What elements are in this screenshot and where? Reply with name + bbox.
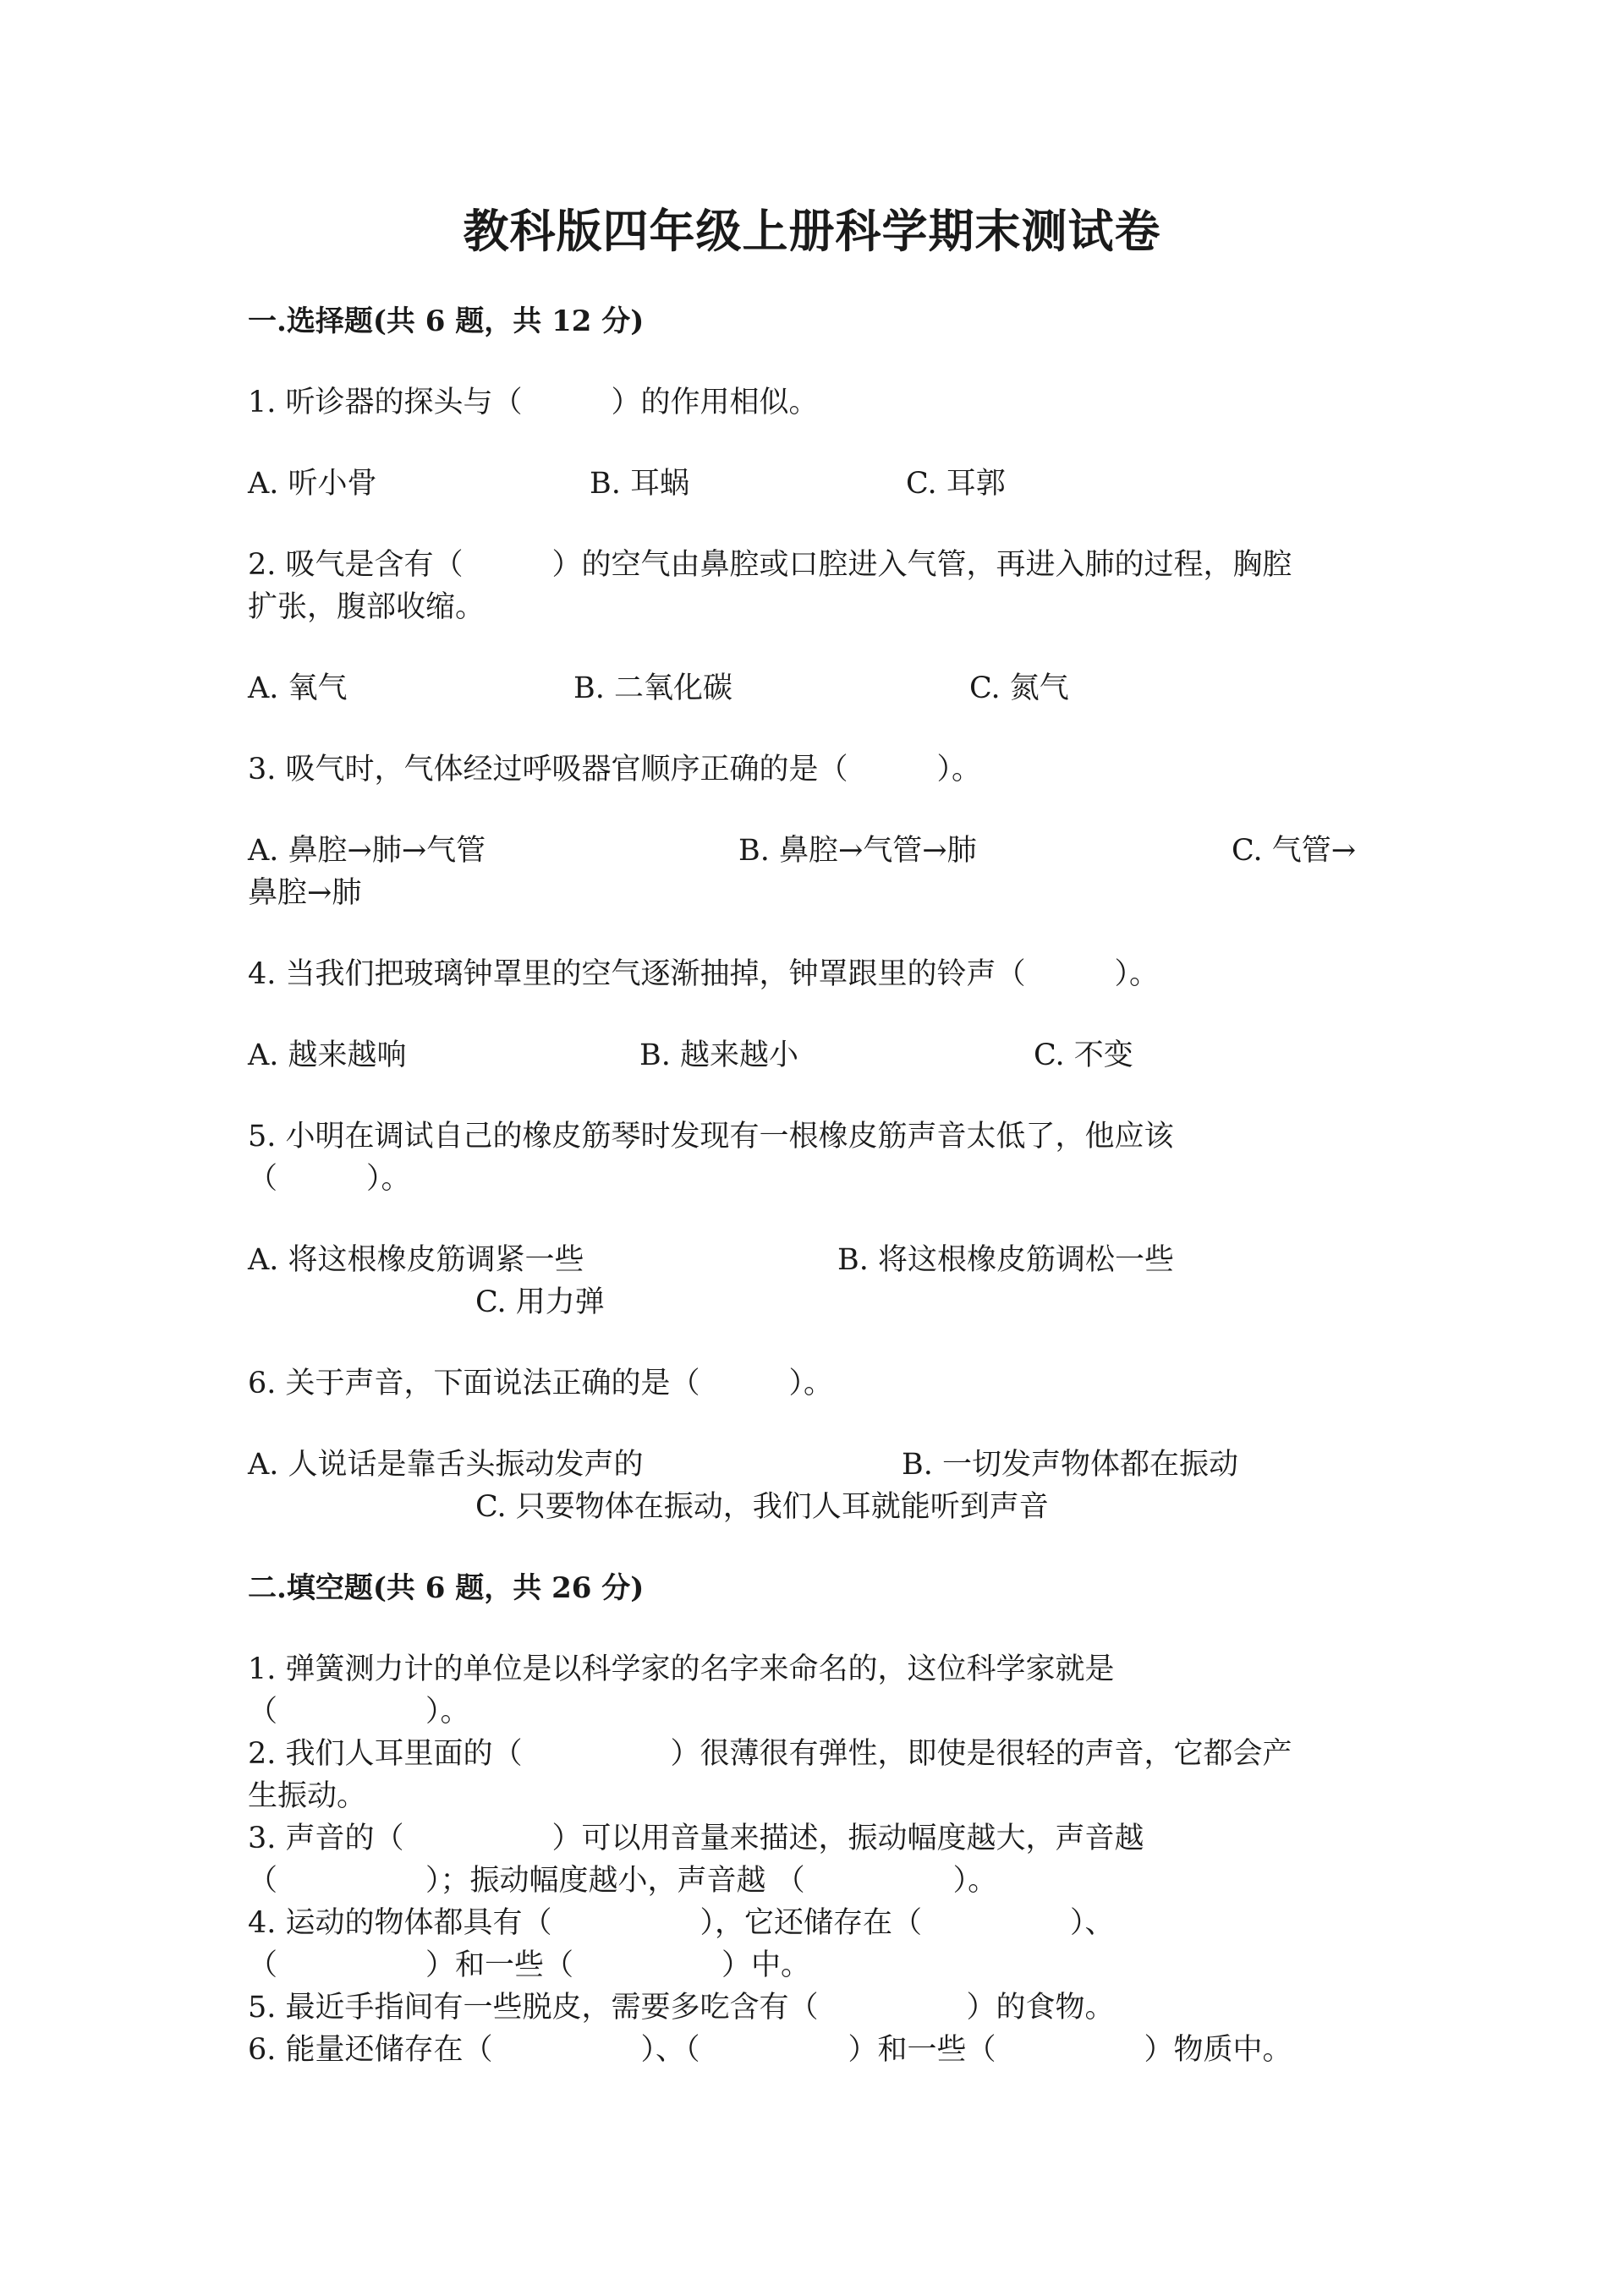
fill-in-line-7: 4. 运动的物体都具有（ ），它还储存在（ ）、 — [248, 1906, 1115, 1940]
fill-in-line-1: 1. 弹簧测力计的单位是以科学家的名字来命名的，这位科学家就是 — [248, 1652, 1115, 1686]
question-3-text: 3. 吸气时，气体经过呼吸器官顺序正确的是（ ）。 — [248, 753, 982, 786]
question-1-text: 1. 听诊器的探头与（ ）的作用相似。 — [248, 386, 819, 419]
fill-in-line-4: 生振动。 — [248, 1779, 367, 1813]
question-6-option-a: A. 人说话是靠舌头振动发声的 — [248, 1448, 644, 1482]
question-4-option-b: B. 越来越小 — [639, 1038, 798, 1072]
question-1-option-b: B. 耳蜗 — [590, 467, 689, 501]
fill-in-line-10: 6. 能量还储存在（ ）、（ ）和一些（ ）物质中。 — [248, 2033, 1292, 2067]
question-3-option-c-continued: 鼻腔→肺 — [248, 876, 362, 910]
question-5-text-line-1: 5. 小明在调试自己的橡皮筋琴时发现有一根橡皮筋声音太低了，他应该 — [248, 1120, 1174, 1153]
question-5-option-c: C. 用力弹 — [475, 1285, 605, 1319]
question-2-option-a: A. 氧气 — [248, 671, 348, 705]
section-heading-fill-in: 二.填空题(共 6 题，共 26 分) — [248, 1571, 645, 1605]
fill-in-line-6: （ ）；振动幅度越小，声音越 （ ）。 — [248, 1864, 998, 1898]
fill-in-line-8: （ ）和一些（ ）中。 — [248, 1948, 811, 1982]
question-2-option-c: C. 氮气 — [969, 671, 1069, 705]
page-title: 教科版四年级上册科学期末测试卷 — [463, 204, 1161, 258]
question-2-text-line-1: 2. 吸气是含有（ ）的空气由鼻腔或口腔进入气管，再进入肺的过程，胸腔 — [248, 548, 1292, 582]
section-heading-choice: 一.选择题(共 6 题，共 12 分) — [248, 304, 645, 338]
question-3-option-c: C. 气管→ — [1232, 834, 1357, 868]
question-1-option-c: C. 耳郭 — [906, 467, 1006, 501]
question-6-text: 6. 关于声音，下面说法正确的是（ ）。 — [248, 1367, 834, 1400]
fill-in-line-3: 2. 我们人耳里面的（ ）很薄很有弹性，即使是很轻的声音，它都会产 — [248, 1737, 1292, 1771]
question-5-option-a: A. 将这根橡皮筋调紧一些 — [248, 1243, 584, 1277]
question-3-option-a: A. 鼻腔→肺→气管 — [248, 834, 486, 868]
question-3-option-b: B. 鼻腔→气管→肺 — [738, 834, 977, 868]
question-6-option-c: C. 只要物体在振动，我们人耳就能听到声音 — [475, 1490, 1049, 1524]
fill-in-line-9: 5. 最近手指间有一些脱皮，需要多吃含有（ ）的食物。 — [248, 1991, 1115, 2025]
question-5-text-line-2: （ ）。 — [248, 1162, 411, 1196]
question-1-option-a: A. 听小骨 — [248, 467, 377, 501]
question-2-text-line-2: 扩张，腹部收缩。 — [248, 590, 486, 624]
question-2-option-b: B. 二氧化碳 — [573, 671, 732, 705]
question-6-option-b: B. 一切发声物体都在振动 — [902, 1448, 1238, 1482]
fill-in-line-2: （ ）。 — [248, 1695, 470, 1729]
question-4-text: 4. 当我们把玻璃钟罩里的空气逐渐抽掉，钟罩跟里的铃声（ ）。 — [248, 957, 1160, 991]
question-4-option-c: C. 不变 — [1034, 1038, 1133, 1072]
question-5-option-b: B. 将这根橡皮筋调松一些 — [837, 1243, 1174, 1277]
question-4-option-a: A. 越来越响 — [248, 1038, 407, 1072]
fill-in-line-5: 3. 声音的（ ）可以用音量来描述，振动幅度越大，声音越 — [248, 1822, 1144, 1855]
